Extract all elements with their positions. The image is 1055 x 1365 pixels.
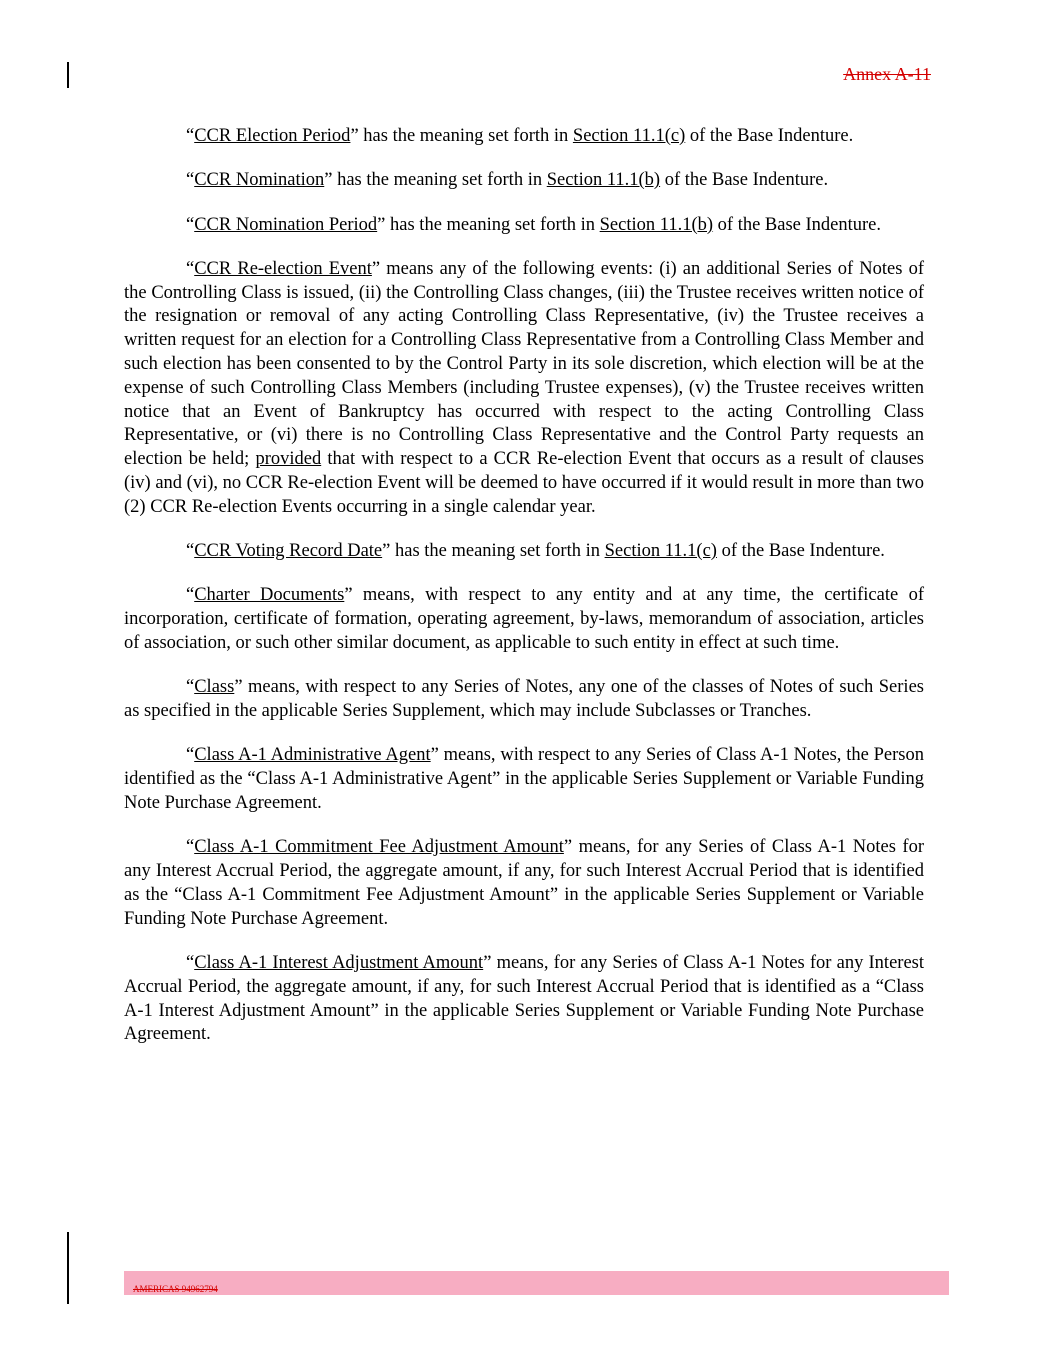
definition-ccr-election-period: “CCR Election Period” has the meaning set forth in Section 11.1(c) of the Base Indenture. (186, 126, 854, 146)
defined-term: Class A-1 Interest Adjustment Amount (194, 953, 484, 974)
defined-term: CCR Election Period (194, 126, 351, 146)
definitions-body (124, 125, 924, 1068)
defined-term: CCR Nomination (194, 170, 325, 191)
section-reference: Section 11.1(b) (599, 214, 714, 235)
definition-ccr-voting-record-date: “CCR Voting Record Date” has the meaning set forth in Section 11.1(c) of the Base Indenture. (186, 541, 885, 562)
defined-term: Charter Documents (194, 585, 345, 606)
annex-label: Annex A-11 (843, 64, 931, 84)
definition-class-a1-interest-adjustment-amount: “Class A-1 Interest Adjustment Amount” means, for any Series of Class A-1 Notes for any Interest Accrual Period, the aggregate amount, if any, for such Interest Accrual Period that is identified as a “Class A-1 Interest Adjustment Amount” in the applicable Series Supplement or Variable Funding Note Purchase Agreement. (124, 953, 924, 1045)
change-bar-top (67, 62, 69, 88)
defined-term: Class A-1 Commitment Fee Adjustment Amount (194, 837, 564, 858)
definition-ccr-re-election-event: “CCR Re-election Event” means any of the following events: (i) an additional Series of Notes of the Controlling Class is issued, (ii) the Controlling Class changes, (iii) the Trustee receives written notice of the resignation or removal of any acting Controlling Class Representative, (iv) the Trustee receives a written request for an election for a Controlling Class Representative from a Controlling Class Member and such election has been consented to by the Control Party in its sole discretion, which election will be at the expense of such Controlling Class Members (including Trustee expenses), (v) the Trustee receives written notice that an Event of Bankruptcy has occurred with respect to the acting Controlling Class Representative, or (vi) there is no Controlling Class Representative and the Control Party requests an election be held; provided that with respect to a CCR Re-election Event that occurs as a result of clauses (iv) and (vi), no CCR Re-election Event will be deemed to have occurred if it would result in more than two (2) CCR Re-election Events occurring in a single calendar year. (124, 258, 924, 517)
definition-class-a1-administrative-agent: “Class A-1 Administrative Agent” means, with respect to any Series of Class A-1 Notes, the Person identified as the “Class A-1 Administrative Agent” in the applicable Series Supplement or Variable Funding Note Purchase Agreement. (124, 745, 924, 814)
defined-term: Class (194, 677, 235, 698)
footer-doc-id: AMERICAS 94962794 (133, 1284, 218, 1294)
defined-term: Class A-1 Administrative Agent (194, 745, 431, 766)
definition-ccr-nomination-period: “CCR Nomination Period” has the meaning set forth in Section 11.1(b) of the Base Indenture. (186, 214, 882, 235)
footer-highlight (124, 1271, 949, 1295)
section-reference: Section 11.1(c) (604, 541, 717, 562)
defined-term: CCR Voting Record Date (194, 541, 383, 562)
change-bar-bottom (67, 1232, 69, 1304)
section-reference: Section 11.1(b) (546, 170, 661, 191)
defined-term: CCR Nomination Period (194, 214, 378, 235)
definition-ccr-nomination: “CCR Nomination” has the meaning set forth in Section 11.1(b) of the Base Indenture. (186, 170, 829, 191)
section-reference: Section 11.1(c) (572, 126, 686, 146)
definition-class: “Class” means, with respect to any Series of Notes, any one of the classes of Notes of such Series as specified in the applicable Series Supplement, which may include Subclasses or Tranches. (124, 677, 924, 722)
proviso-term: provided (255, 449, 322, 470)
defined-term: CCR Re-election Event (194, 258, 372, 279)
definition-charter-documents: “Charter Documents” means, with respect to any entity and at any time, the certificate of incorporation, certificate of formation, operating agreement, by-laws, memorandum of association, articles of association, or such other similar document, as applicable to such entity in effect at such time. (124, 585, 924, 654)
definition-class-a1-commitment-fee-adjustment-amount: “Class A-1 Commitment Fee Adjustment Amount” means, for any Series of Class A-1 Notes for any Interest Accrual Period, the aggregate amount, if any, for such Interest Accrual Period that is identified as the “Class A-1 Commitment Fee Adjustment Amount” in the applicable Series Supplement or Variable Funding Note Purchase Agreement. (124, 837, 924, 929)
